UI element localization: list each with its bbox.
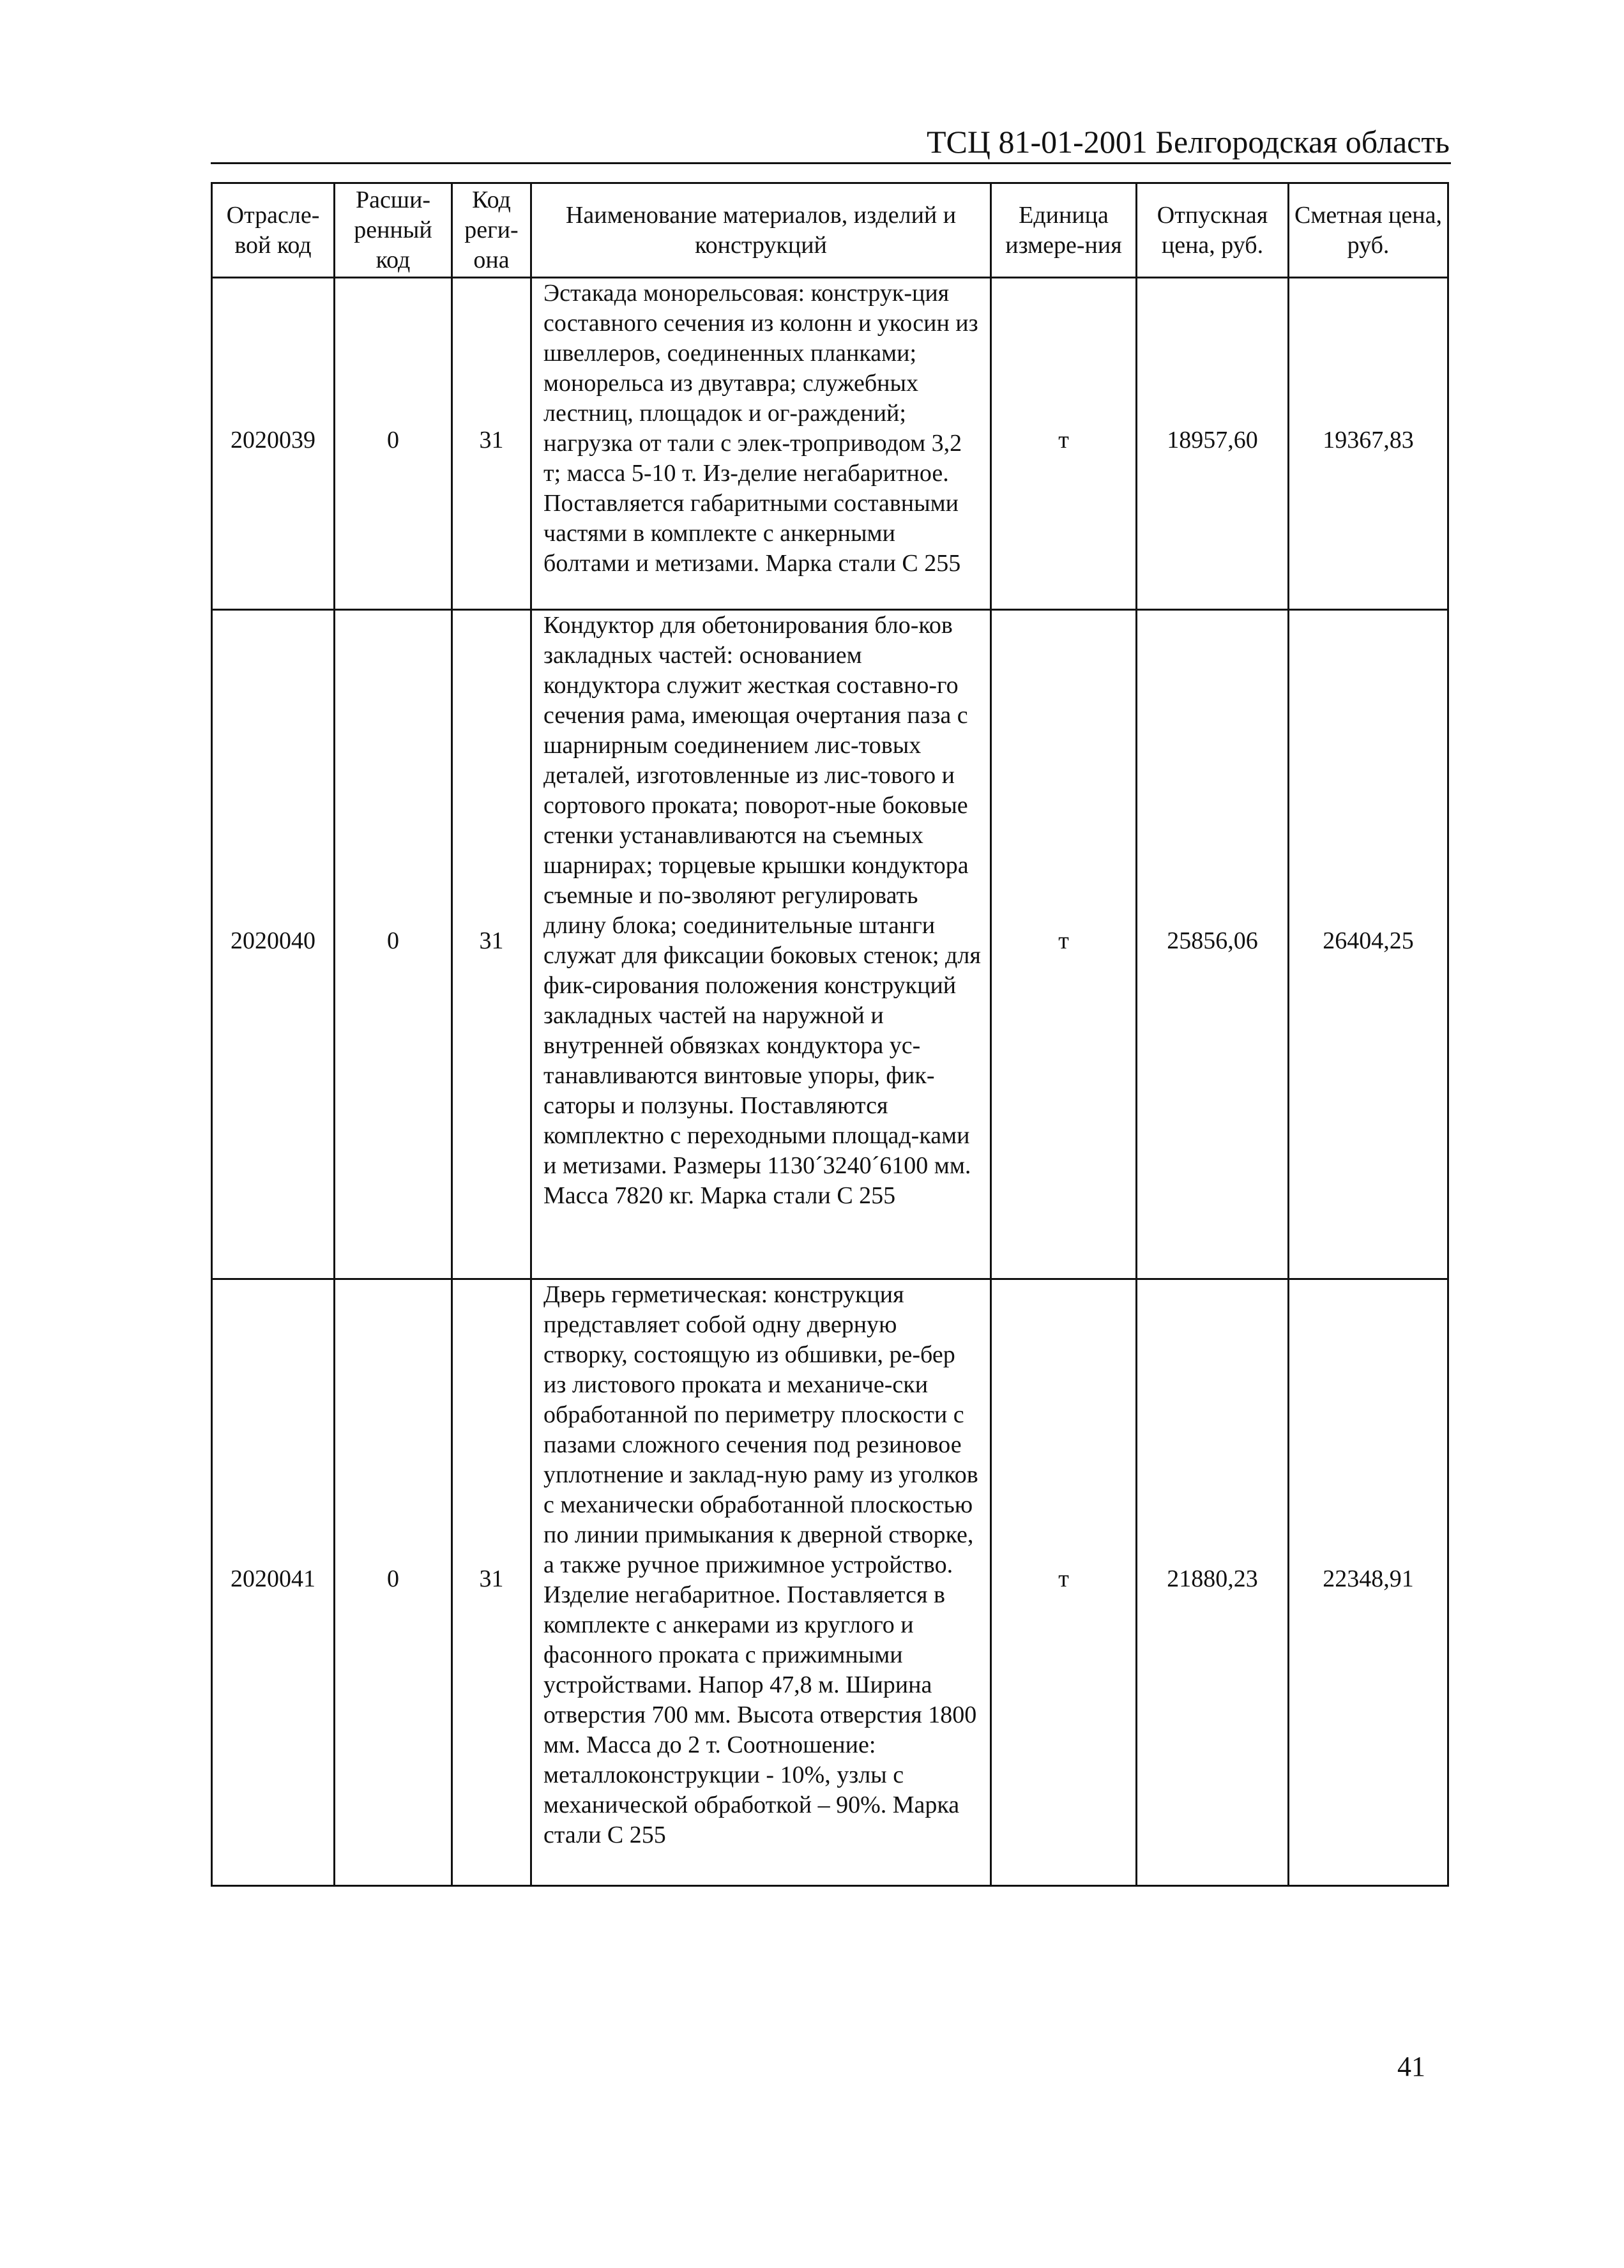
column-header-extended-code: Расши-ренный код (335, 183, 452, 278)
cell-region-code: 31 (452, 1279, 531, 1886)
cell-unit: т (991, 1279, 1137, 1886)
cell-estimate-price: 19367,83 (1289, 278, 1448, 610)
cell-region-code: 31 (452, 278, 531, 610)
cell-extended-code: 0 (335, 1279, 452, 1886)
header-rule (211, 162, 1451, 164)
cell-unit: т (991, 278, 1137, 610)
cell-branch-code: 2020040 (212, 610, 335, 1279)
cell-branch-code: 2020041 (212, 1279, 335, 1886)
cell-description: Эстакада монорельсовая: конструк-ция составного сечения из колонн и укосин из швеллеров, соединенных планками; монорельса из двутавра; служебных лестниц, площадок и ог-раждений; нагрузка от тали с элек-троприводом 3,2 т; масса 5-10 т. Из-делие негабаритное. Поставляется габаритными составными частями в комплекте с анкерными болтами и метизами. Марка стали С 255 (531, 278, 991, 610)
cell-unit: т (991, 610, 1137, 1279)
cell-region-code: 31 (452, 610, 531, 1279)
column-header-unit: Единица измере-ния (991, 183, 1137, 278)
cell-release-price: 21880,23 (1137, 1279, 1289, 1886)
table-header-row (212, 183, 1448, 278)
cell-description: Дверь герметическая: конструкция представляет собой одну дверную створку, состоящую из обшивки, ре-бер из листового проката и механиче-ски обработанной по периметру плоскости с пазами сложного сечения под резиновое уплотнение и заклад-ную раму из уголков с механически обработанной плоскостью по линии примыкания к дверной створке, а также ручное прижимное устройство. Изделие негабаритное. Поставляется в комплекте с анкерами из круглого и фасонного проката с прижимными устройствами. Напор 47,8 м. Ширина отверстия 700 мм. Высота отверстия 1800 мм. Масса до 2 т. Соотношение: металлоконструкции - 10%, узлы с механической обработкой – 90%. Марка стали С 255 (531, 1279, 991, 1886)
cell-release-price: 18957,60 (1137, 278, 1289, 610)
cell-extended-code: 0 (335, 610, 452, 1279)
table-row (212, 278, 1448, 610)
cell-release-price: 25856,06 (1137, 610, 1289, 1279)
page-number: 41 (1397, 2051, 1425, 2082)
cell-description: Кондуктор для обетонирования бло-ков закладных частей: основанием кондуктора служит жесткая составно-го сечения рама, имеющая очертания паза с шарнирным соединением лис-товых деталей, изготовленные из лис-тового и сортового проката; поворот-ные боковые стенки устанавливаются на съемных шарнирах; торцевые крышки кондуктора съемные и по-зволяют регулировать длину блока; соединительные штанги служат для фиксации боковых стенок; для фик-сирования положения конструкций закладных частей на наружной и внутренней обвязках кондуктора ус-танавливаются винтовые упоры, фик-саторы и ползуны. Поставляются комплектно с переходными площад-ками и метизами. Размеры 1130´3240´6100 мм. Масса 7820 кг. Марка стали С 255 (531, 610, 991, 1279)
price-table (211, 182, 1449, 1887)
cell-branch-code: 2020039 (212, 278, 335, 610)
column-header-release-price: Отпускная цена, руб. (1137, 183, 1289, 278)
column-header-estimate-price: Сметная цена, руб. (1289, 183, 1448, 278)
document-title: ТСЦ 81-01-2001 Белгородская область (926, 124, 1450, 160)
column-header-region-code: Код реги-она (452, 183, 531, 278)
cell-estimate-price: 26404,25 (1289, 610, 1448, 1279)
table-row (212, 610, 1448, 1279)
cell-extended-code: 0 (335, 278, 452, 610)
table-row (212, 1279, 1448, 1886)
column-header-branch-code: Отрасле-вой код (212, 183, 335, 278)
column-header-name: Наименование материалов, изделий и конструкций (531, 183, 991, 278)
cell-estimate-price: 22348,91 (1289, 1279, 1448, 1886)
